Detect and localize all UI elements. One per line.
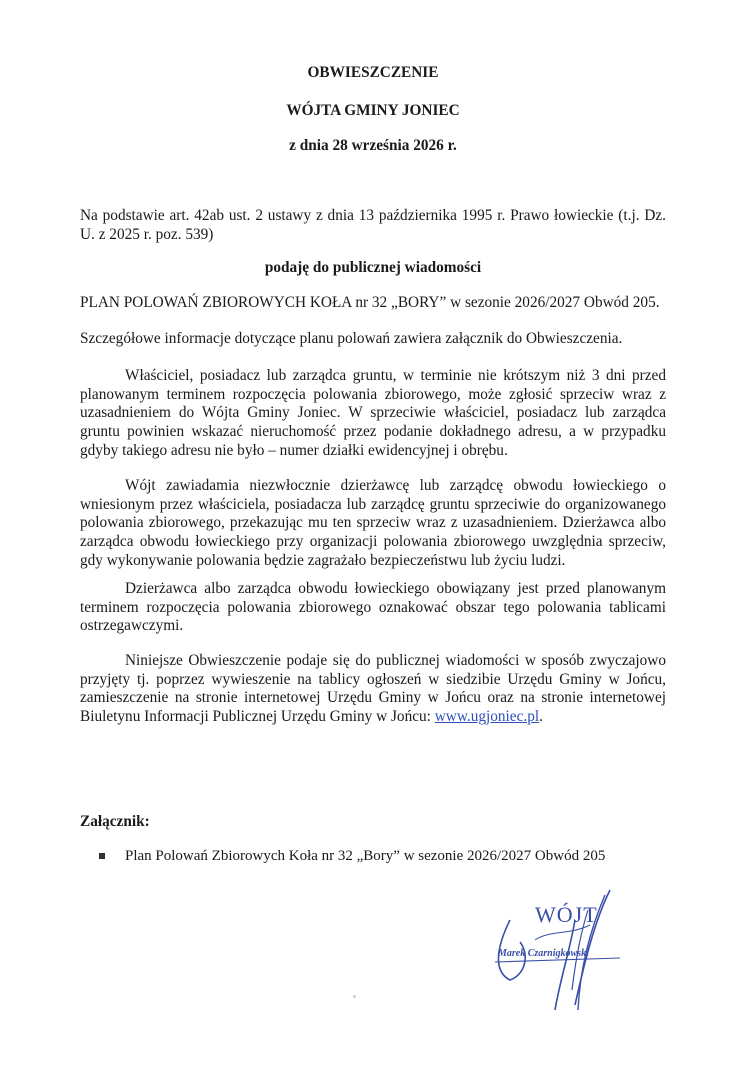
announcement-line: podaję do publicznej wiadomości bbox=[264, 259, 482, 276]
publication-text: Niniejsze Obwieszczenie podaje się do publicznej wiadomości w sposób zwyczajowo przyjęty tj. poprzez wywieszenie na tablicy ogłoszeń w siedzibie Urzędu Gminy w Jońcu, zamieszczenie na stronie internetowej Urzędu Gminy w Jońcu oraz na stronie internetowej Biuletynu Informacji Publicznej Urzędu Gminy w Jońcu: bbox=[80, 652, 666, 726]
stamp-name: Marek Czarnigkowski bbox=[498, 948, 589, 959]
attachment-list bbox=[80, 846, 605, 866]
issuing-authority: WÓJTA GMINY JONIEC bbox=[286, 102, 460, 119]
scan-artifact bbox=[353, 995, 356, 998]
publication-paragraph bbox=[80, 652, 666, 727]
objection-paragraph: Właściciel, posiadacz lub zarządca gruntu, w terminie nie krótszym niż 3 dni przed planowanym terminem rozpoczęcia polowania zbiorowego, może zgłosić sprzeciw wraz z uzasadnieniem do Wójta Gminy Joniec. W sprzeciwie właściciel, posiadacz lub zarządca gruntu powinien wskazać nieruchomość przez podanie dokładnego adresu, a w przypadku gdyby takiego adresu nie było – numer działki ewidencyjnej i obrębu. bbox=[80, 367, 666, 459]
warning-signs-paragraph: Dzierżawca albo zarządca obwodu łowieckiego obowiązany jest przed planowanym terminem rozpoczęcia polowania zbiorowego oznakować obszar tego polowania tablicami ostrzegawczymi. bbox=[80, 580, 666, 635]
notification-paragraph: Wójt zawiadamia niezwłocznie dzierżawcę lub zarządcę obwodu łowieckiego o wniesionym przez właściciela, posiadacza lub zarządcę gruntu sprzeciwie do organizowanego polowania zbiorowego, przekazując mu ten sprzeciw wraz z uzasadnieniem. Dzierżawca albo zarządca obwodu łowieckiego przy organizacji polowania zbiorowego uwzględnia sprzeciw, gdy wykonywanie polowania będzie zagrażało bezpieczeństwu lub życiu ludzi. bbox=[80, 477, 666, 569]
office-website-link[interactable]: www.ugjoniec.pl bbox=[434, 708, 540, 726]
signature-stamp bbox=[480, 880, 630, 1030]
attachment-item-label: Plan Polowań Zbiorowych Koła nr 32 „Bory” w sezonie 2026/2027 Obwód 205 bbox=[125, 848, 606, 864]
legal-basis-paragraph: Na podstawie art. 42ab ust. 2 ustawy z dnia 13 października 1995 r. Prawo łowieckie (t.j. Dz. U. z 2025 r. poz. 539) bbox=[80, 207, 666, 243]
link-suffix: . bbox=[539, 708, 543, 726]
attachment-item bbox=[80, 846, 605, 866]
hunting-plan-line: PLAN POLOWAŃ ZBIOROWYCH KOŁA nr 32 „BORY” w sezonie 2026/2027 Obwód 205. bbox=[80, 294, 660, 311]
stamp-title: WÓJT bbox=[535, 902, 598, 927]
details-line: Szczegółowe informacje dotyczące planu polowań zawiera załącznik do Obwieszczenia. bbox=[80, 330, 623, 347]
attachment-heading: Załącznik: bbox=[80, 813, 150, 830]
issue-date: z dnia 28 września 2026 r. bbox=[289, 137, 457, 154]
document-title: OBWIESZCZENIE bbox=[307, 64, 439, 81]
square-bullet-icon bbox=[99, 853, 105, 859]
